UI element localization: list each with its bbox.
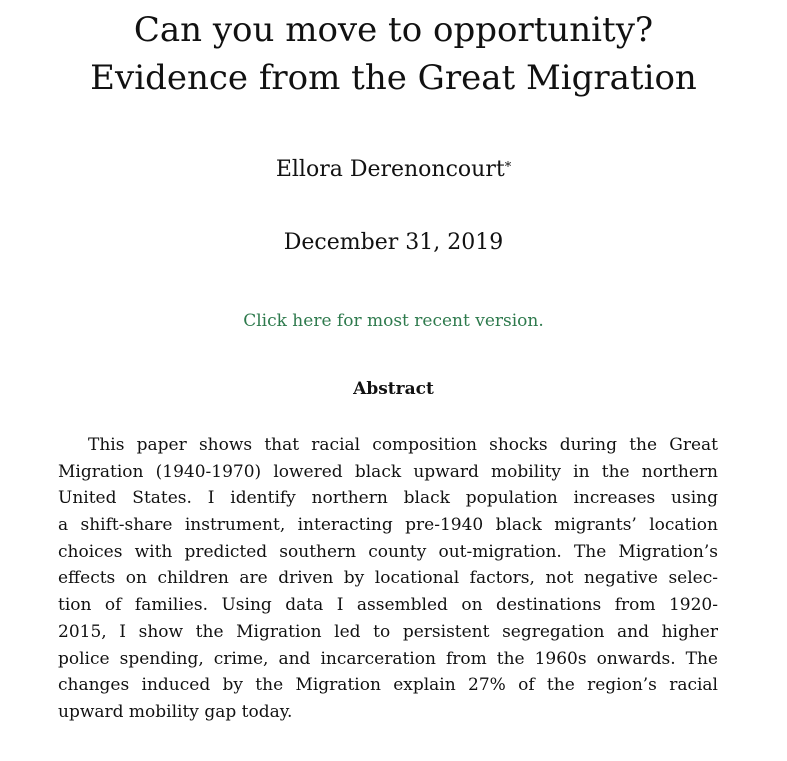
abstract-line: police spending, crime, and incarceration from the 1960s onwards. The (58, 648, 718, 669)
paper-date: December 31, 2019 (283, 230, 504, 255)
abstract-line: effects on children are driven by locational factors, not negative selec- (58, 568, 718, 589)
abstract-line: changes induced by the Migration explain 27% of the region’s racial (58, 675, 718, 696)
abstract-line: choices with predicted southern county out-migration. The Migration’s (58, 541, 718, 562)
paper-title-line-2: Evidence from the Great Migration (90, 58, 697, 98)
abstract-line: This paper shows that racial composition shocks during the Great (88, 435, 718, 455)
abstract-line: 2015, I show the Migration led to persistent segregation and higher (58, 621, 718, 642)
abstract-line: upward mobility gap today. (58, 701, 293, 722)
paper-title-line-1: Can you move to opportunity? (133, 10, 654, 50)
author-footnote-mark[interactable]: * (504, 160, 512, 175)
abstract-body (58, 432, 718, 726)
author-name: Ellora Derenoncourt (275, 157, 505, 182)
abstract-line: United States. I identify northern black population increases using (58, 488, 718, 509)
author (0, 156, 787, 184)
abstract-line: a shift-share instrument, interacting pre-1940 black migrants’ location (58, 515, 718, 536)
abstract-line: Migration (1940-1970) lowered black upward mobility in the northern (58, 461, 718, 482)
abstract-heading: Abstract (353, 379, 434, 399)
abstract-line: tion of families. Using data I assembled on destinations from 1920- (58, 595, 718, 616)
recent-version-link[interactable]: Click here for most recent version. (243, 311, 544, 331)
